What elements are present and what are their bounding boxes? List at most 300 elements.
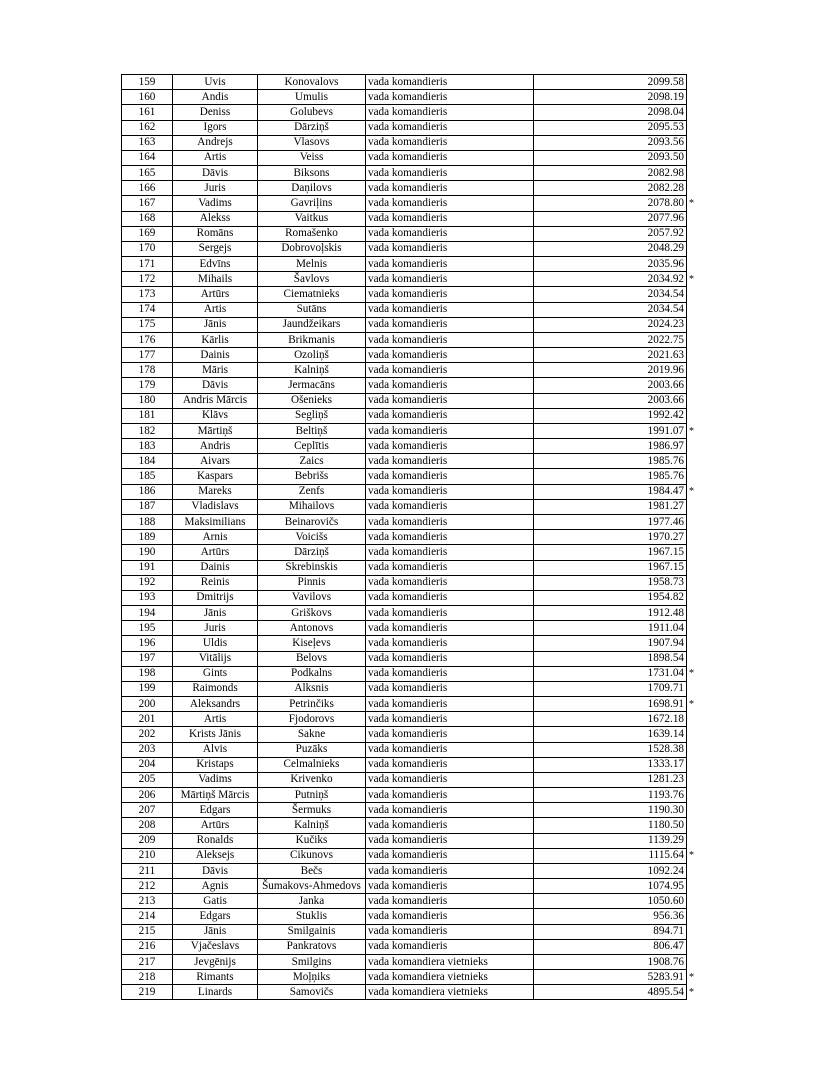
table-row: [122, 90, 698, 105]
position-cell: vada komandieris: [366, 894, 534, 909]
position-cell: vada komandieris: [366, 742, 534, 757]
surname-cell: Smilgins: [258, 954, 366, 969]
position-cell: vada komandieris: [366, 363, 534, 378]
surname-cell: Dārziņš: [258, 120, 366, 135]
first-name-cell: Ronalds: [173, 833, 258, 848]
table-row: [122, 439, 698, 454]
table-row: [122, 833, 698, 848]
asterisk-mark-cell: [687, 135, 698, 150]
first-name-cell: Mārtiņš Mārcis: [173, 788, 258, 803]
asterisk-mark-cell: [687, 621, 698, 636]
row-number-cell: 197: [122, 651, 173, 666]
amount-cell: 2082.98: [534, 166, 687, 181]
row-number-cell: 178: [122, 363, 173, 378]
row-number-cell: 193: [122, 590, 173, 605]
surname-cell: Putniņš: [258, 788, 366, 803]
surname-cell: Šumakovs-Ahmedovs: [258, 879, 366, 894]
first-name-cell: Vladislavs: [173, 499, 258, 514]
first-name-cell: Dāvis: [173, 378, 258, 393]
amount-cell: 1050.60: [534, 894, 687, 909]
surname-cell: Biksons: [258, 166, 366, 181]
amount-cell: 1954.82: [534, 590, 687, 605]
first-name-cell: Kārlis: [173, 332, 258, 347]
first-name-cell: Maksimilians: [173, 514, 258, 529]
asterisk-mark-cell: [687, 879, 698, 894]
surname-cell: Stuklis: [258, 909, 366, 924]
first-name-cell: Artis: [173, 302, 258, 317]
first-name-cell: Edgars: [173, 909, 258, 924]
table-row: [122, 606, 698, 621]
amount-cell: 1115.64: [534, 848, 687, 863]
asterisk-mark-cell: *: [689, 698, 694, 710]
amount-cell: 1985.76: [534, 454, 687, 469]
table-row: [122, 575, 698, 590]
surname-cell: Celmalnieks: [258, 757, 366, 772]
table-row: [122, 924, 698, 939]
row-number-cell: 170: [122, 241, 173, 256]
asterisk-mark-cell: [687, 302, 698, 317]
asterisk-mark-cell: [687, 894, 698, 909]
row-number-cell: 181: [122, 408, 173, 423]
position-cell: vada komandieris: [366, 423, 534, 438]
amount-cell: 2019.96: [534, 363, 687, 378]
surname-cell: Antonovs: [258, 621, 366, 636]
surname-cell: Umulis: [258, 90, 366, 105]
asterisk-mark-cell: [687, 120, 698, 135]
row-number-cell: 177: [122, 348, 173, 363]
first-name-cell: Mihails: [173, 272, 258, 287]
table-row: [122, 393, 698, 408]
first-name-cell: Andris Mārcis: [173, 393, 258, 408]
row-number-cell: 216: [122, 939, 173, 954]
position-cell: vada komandieris: [366, 727, 534, 742]
surname-cell: Ošenieks: [258, 393, 366, 408]
first-name-cell: Deniss: [173, 105, 258, 120]
first-name-cell: Artis: [173, 712, 258, 727]
surname-cell: Beinarovičs: [258, 514, 366, 529]
first-name-cell: Jānis: [173, 317, 258, 332]
first-name-cell: Uvis: [173, 75, 258, 90]
asterisk-mark-cell: [687, 90, 698, 105]
position-cell: vada komandieris: [366, 348, 534, 363]
table-row: [122, 241, 698, 256]
amount-cell: 1967.15: [534, 545, 687, 560]
surname-cell: Kalniņš: [258, 818, 366, 833]
asterisk-mark-cell: [687, 181, 698, 196]
surname-cell: Skrebinskis: [258, 560, 366, 575]
row-number-cell: 200: [122, 697, 173, 712]
first-name-cell: Vadims: [173, 196, 258, 211]
surname-cell: Janka: [258, 894, 366, 909]
surname-cell: Zaics: [258, 454, 366, 469]
table-row: [122, 818, 698, 833]
surname-cell: Ozoliņš: [258, 348, 366, 363]
table-row: [122, 697, 698, 712]
asterisk-mark-cell: [687, 530, 698, 545]
first-name-cell: Gints: [173, 666, 258, 681]
first-name-cell: Kristaps: [173, 757, 258, 772]
asterisk-mark-cell: [687, 317, 698, 332]
asterisk-mark-cell: [687, 590, 698, 605]
surname-cell: Ceplītis: [258, 439, 366, 454]
position-cell: vada komandieris: [366, 454, 534, 469]
table-row: [122, 545, 698, 560]
table-row: [122, 499, 698, 514]
surname-cell: Dārziņš: [258, 545, 366, 560]
first-name-cell: Romāns: [173, 226, 258, 241]
asterisk-mark-cell: [687, 712, 698, 727]
amount-cell: 1709.71: [534, 681, 687, 696]
position-cell: vada komandieris: [366, 302, 534, 317]
surname-cell: Dobrovoļskis: [258, 241, 366, 256]
position-cell: vada komandieris: [366, 499, 534, 514]
first-name-cell: Raimonds: [173, 681, 258, 696]
surname-cell: Belovs: [258, 651, 366, 666]
position-cell: vada komandieris: [366, 590, 534, 605]
row-number-cell: 182: [122, 423, 173, 438]
asterisk-mark-cell: [687, 788, 698, 803]
amount-cell: 1528.38: [534, 742, 687, 757]
position-cell: vada komandieris: [366, 575, 534, 590]
surname-cell: Alksnis: [258, 681, 366, 696]
table-row: [122, 454, 698, 469]
first-name-cell: Arnis: [173, 530, 258, 545]
row-number-cell: 169: [122, 226, 173, 241]
row-number-cell: 209: [122, 833, 173, 848]
amount-cell: 1092.24: [534, 863, 687, 878]
asterisk-mark-cell: [687, 924, 698, 939]
table-row: [122, 636, 698, 651]
first-name-cell: Jānis: [173, 606, 258, 621]
position-cell: vada komandieris: [366, 408, 534, 423]
asterisk-mark-cell: [687, 105, 698, 120]
table-row: [122, 894, 698, 909]
surname-cell: Samovičs: [258, 985, 366, 1000]
amount-cell: 2093.56: [534, 135, 687, 150]
row-number-cell: 189: [122, 530, 173, 545]
amount-cell: 2077.96: [534, 211, 687, 226]
position-cell: vada komandieris: [366, 848, 534, 863]
position-cell: vada komandieris: [366, 833, 534, 848]
row-number-cell: 173: [122, 287, 173, 302]
position-cell: vada komandieris: [366, 788, 534, 803]
first-name-cell: Andis: [173, 90, 258, 105]
amount-cell: 1190.30: [534, 803, 687, 818]
table-row: [122, 560, 698, 575]
table-row: [122, 939, 698, 954]
position-cell: vada komandieris: [366, 818, 534, 833]
row-number-cell: 219: [122, 985, 173, 1000]
surname-cell: Petrinčiks: [258, 697, 366, 712]
amount-cell: 4895.54: [534, 985, 687, 1000]
surname-cell: Segliņš: [258, 408, 366, 423]
asterisk-mark-cell: *: [689, 971, 694, 983]
amount-cell: 2022.75: [534, 332, 687, 347]
position-cell: vada komandieris: [366, 287, 534, 302]
surname-cell: Šermuks: [258, 803, 366, 818]
surname-cell: Smilgainis: [258, 924, 366, 939]
position-cell: vada komandieris: [366, 257, 534, 272]
position-cell: vada komandieris: [366, 135, 534, 150]
position-cell: vada komandieris: [366, 757, 534, 772]
position-cell: vada komandiera vietnieks: [366, 954, 534, 969]
row-number-cell: 192: [122, 575, 173, 590]
first-name-cell: Dainis: [173, 348, 258, 363]
table-row: [122, 909, 698, 924]
row-number-cell: 186: [122, 484, 173, 499]
first-name-cell: Agnis: [173, 879, 258, 894]
position-cell: vada komandieris: [366, 75, 534, 90]
asterisk-mark-cell: [687, 772, 698, 787]
row-number-cell: 191: [122, 560, 173, 575]
row-number-cell: 162: [122, 120, 173, 135]
first-name-cell: Jānis: [173, 924, 258, 939]
table-row: [122, 317, 698, 332]
table-row: [122, 272, 698, 287]
asterisk-mark-cell: [687, 954, 698, 969]
amount-cell: 1333.17: [534, 757, 687, 772]
amount-cell: 1731.04: [534, 666, 687, 681]
row-number-cell: 201: [122, 712, 173, 727]
asterisk-mark-cell: *: [689, 197, 694, 209]
surname-cell: Brikmanis: [258, 332, 366, 347]
table-row: [122, 105, 698, 120]
asterisk-mark-cell: [687, 211, 698, 226]
first-name-cell: Jevgēnijs: [173, 954, 258, 969]
surname-cell: Sutāns: [258, 302, 366, 317]
row-number-cell: 211: [122, 863, 173, 878]
position-cell: vada komandiera vietnieks: [366, 970, 534, 985]
first-name-cell: Mareks: [173, 484, 258, 499]
asterisk-mark-cell: *: [689, 425, 694, 437]
table-row: [122, 514, 698, 529]
position-cell: vada komandieris: [366, 909, 534, 924]
first-name-cell: Krists Jānis: [173, 727, 258, 742]
table-row: [122, 530, 698, 545]
table-row: [122, 727, 698, 742]
surname-cell: Golubevs: [258, 105, 366, 120]
first-name-cell: Rimants: [173, 970, 258, 985]
asterisk-mark-cell: [687, 378, 698, 393]
row-number-cell: 218: [122, 970, 173, 985]
row-number-cell: 217: [122, 954, 173, 969]
position-cell: vada komandieris: [366, 241, 534, 256]
table-row: [122, 378, 698, 393]
table-row: [122, 681, 698, 696]
surname-cell: Puzāks: [258, 742, 366, 757]
row-number-cell: 180: [122, 393, 173, 408]
table-row: [122, 150, 698, 165]
surname-cell: Daņilovs: [258, 181, 366, 196]
surname-cell: Vavilovs: [258, 590, 366, 605]
amount-cell: 2003.66: [534, 378, 687, 393]
position-cell: vada komandieris: [366, 666, 534, 681]
row-number-cell: 171: [122, 257, 173, 272]
table-row: [122, 879, 698, 894]
asterisk-mark-cell: *: [689, 486, 694, 498]
surname-cell: Zenfs: [258, 484, 366, 499]
first-name-cell: Klāvs: [173, 408, 258, 423]
table-row: [122, 75, 698, 90]
asterisk-mark-cell: [687, 757, 698, 772]
surname-cell: Pinnis: [258, 575, 366, 590]
surname-cell: Jaundžeikars: [258, 317, 366, 332]
amount-cell: 2034.54: [534, 287, 687, 302]
amount-cell: 2082.28: [534, 181, 687, 196]
row-number-cell: 210: [122, 848, 173, 863]
amount-cell: 1898.54: [534, 651, 687, 666]
position-cell: vada komandieris: [366, 272, 534, 287]
row-number-cell: 185: [122, 469, 173, 484]
amount-cell: 2034.92: [534, 272, 687, 287]
first-name-cell: Mārtiņš: [173, 423, 258, 438]
position-cell: vada komandieris: [366, 939, 534, 954]
row-number-cell: 187: [122, 499, 173, 514]
asterisk-mark-cell: [687, 727, 698, 742]
amount-cell: 1970.27: [534, 530, 687, 545]
amount-cell: 1672.18: [534, 712, 687, 727]
asterisk-mark-cell: *: [689, 668, 694, 680]
asterisk-mark-cell: [687, 909, 698, 924]
amount-cell: 2098.19: [534, 90, 687, 105]
table-row: [122, 848, 698, 863]
first-name-cell: Edgars: [173, 803, 258, 818]
first-name-cell: Andrejs: [173, 135, 258, 150]
row-number-cell: 160: [122, 90, 173, 105]
row-number-cell: 199: [122, 681, 173, 696]
table-row: [122, 211, 698, 226]
amount-cell: 806.47: [534, 939, 687, 954]
surname-cell: Beltiņš: [258, 423, 366, 438]
position-cell: vada komandieris: [366, 621, 534, 636]
first-name-cell: Aivars: [173, 454, 258, 469]
asterisk-mark-cell: [687, 681, 698, 696]
table-row: [122, 985, 698, 1000]
surname-cell: Ciematnieks: [258, 287, 366, 302]
table-row: [122, 803, 698, 818]
table-row: [122, 348, 698, 363]
surname-cell: Cikunovs: [258, 848, 366, 863]
amount-cell: 2057.92: [534, 226, 687, 241]
amount-cell: 1958.73: [534, 575, 687, 590]
amount-cell: 2035.96: [534, 257, 687, 272]
first-name-cell: Juris: [173, 181, 258, 196]
position-cell: vada komandieris: [366, 636, 534, 651]
amount-cell: 1991.07: [534, 423, 687, 438]
table-row: [122, 423, 698, 438]
table-row: [122, 484, 698, 499]
amount-cell: 2034.54: [534, 302, 687, 317]
asterisk-mark-cell: [687, 636, 698, 651]
amount-cell: 5283.91: [534, 970, 687, 985]
surname-cell: Veiss: [258, 150, 366, 165]
surname-cell: Konovalovs: [258, 75, 366, 90]
position-cell: vada komandieris: [366, 166, 534, 181]
amount-cell: 2093.50: [534, 150, 687, 165]
asterisk-mark-cell: [687, 408, 698, 423]
asterisk-mark-cell: [687, 166, 698, 181]
first-name-cell: Gatis: [173, 894, 258, 909]
position-cell: vada komandieris: [366, 90, 534, 105]
first-name-cell: Uldis: [173, 636, 258, 651]
asterisk-mark-cell: [687, 545, 698, 560]
position-cell: vada komandieris: [366, 181, 534, 196]
amount-cell: 2048.29: [534, 241, 687, 256]
row-number-cell: 172: [122, 272, 173, 287]
table-row: [122, 120, 698, 135]
first-name-cell: Kaspars: [173, 469, 258, 484]
first-name-cell: Artūrs: [173, 287, 258, 302]
amount-cell: 2021.63: [534, 348, 687, 363]
row-number-cell: 196: [122, 636, 173, 651]
position-cell: vada komandieris: [366, 803, 534, 818]
first-name-cell: Māris: [173, 363, 258, 378]
row-number-cell: 183: [122, 439, 173, 454]
first-name-cell: Igors: [173, 120, 258, 135]
amount-cell: 2024.23: [534, 317, 687, 332]
asterisk-mark-cell: [687, 606, 698, 621]
first-name-cell: Vitālijs: [173, 651, 258, 666]
first-name-cell: Reinis: [173, 575, 258, 590]
surname-cell: Bebrišs: [258, 469, 366, 484]
first-name-cell: Dainis: [173, 560, 258, 575]
first-name-cell: Artūrs: [173, 818, 258, 833]
table-row: [122, 712, 698, 727]
row-number-cell: 165: [122, 166, 173, 181]
asterisk-mark-cell: *: [689, 850, 694, 862]
amount-cell: 1985.76: [534, 469, 687, 484]
table-row: [122, 302, 698, 317]
table-row: [122, 954, 698, 969]
position-cell: vada komandieris: [366, 211, 534, 226]
first-name-cell: Vjačeslavs: [173, 939, 258, 954]
surname-cell: Romašenko: [258, 226, 366, 241]
asterisk-mark-cell: [687, 833, 698, 848]
row-number-cell: 167: [122, 196, 173, 211]
row-number-cell: 194: [122, 606, 173, 621]
asterisk-mark-cell: [687, 560, 698, 575]
asterisk-mark-cell: [687, 348, 698, 363]
table-row: [122, 363, 698, 378]
first-name-cell: Alvis: [173, 742, 258, 757]
table-row: [122, 226, 698, 241]
position-cell: vada komandieris: [366, 317, 534, 332]
row-number-cell: 163: [122, 135, 173, 150]
asterisk-mark-cell: [687, 514, 698, 529]
surname-cell: Melnis: [258, 257, 366, 272]
first-name-cell: Dāvis: [173, 863, 258, 878]
surname-cell: Jermacāns: [258, 378, 366, 393]
surname-cell: Krivenko: [258, 772, 366, 787]
asterisk-mark-cell: [687, 469, 698, 484]
position-cell: vada komandieris: [366, 150, 534, 165]
position-cell: vada komandieris: [366, 196, 534, 211]
first-name-cell: Sergejs: [173, 241, 258, 256]
position-cell: vada komandieris: [366, 439, 534, 454]
first-name-cell: Vadims: [173, 772, 258, 787]
amount-cell: 956.36: [534, 909, 687, 924]
row-number-cell: 190: [122, 545, 173, 560]
row-number-cell: 208: [122, 818, 173, 833]
surname-cell: Gavriļins: [258, 196, 366, 211]
asterisk-mark-cell: [687, 241, 698, 256]
row-number-cell: 166: [122, 181, 173, 196]
roster-table-body: [122, 75, 698, 1000]
asterisk-mark-cell: [687, 363, 698, 378]
amount-cell: 1193.76: [534, 788, 687, 803]
row-number-cell: 175: [122, 317, 173, 332]
amount-cell: 1984.47: [534, 484, 687, 499]
